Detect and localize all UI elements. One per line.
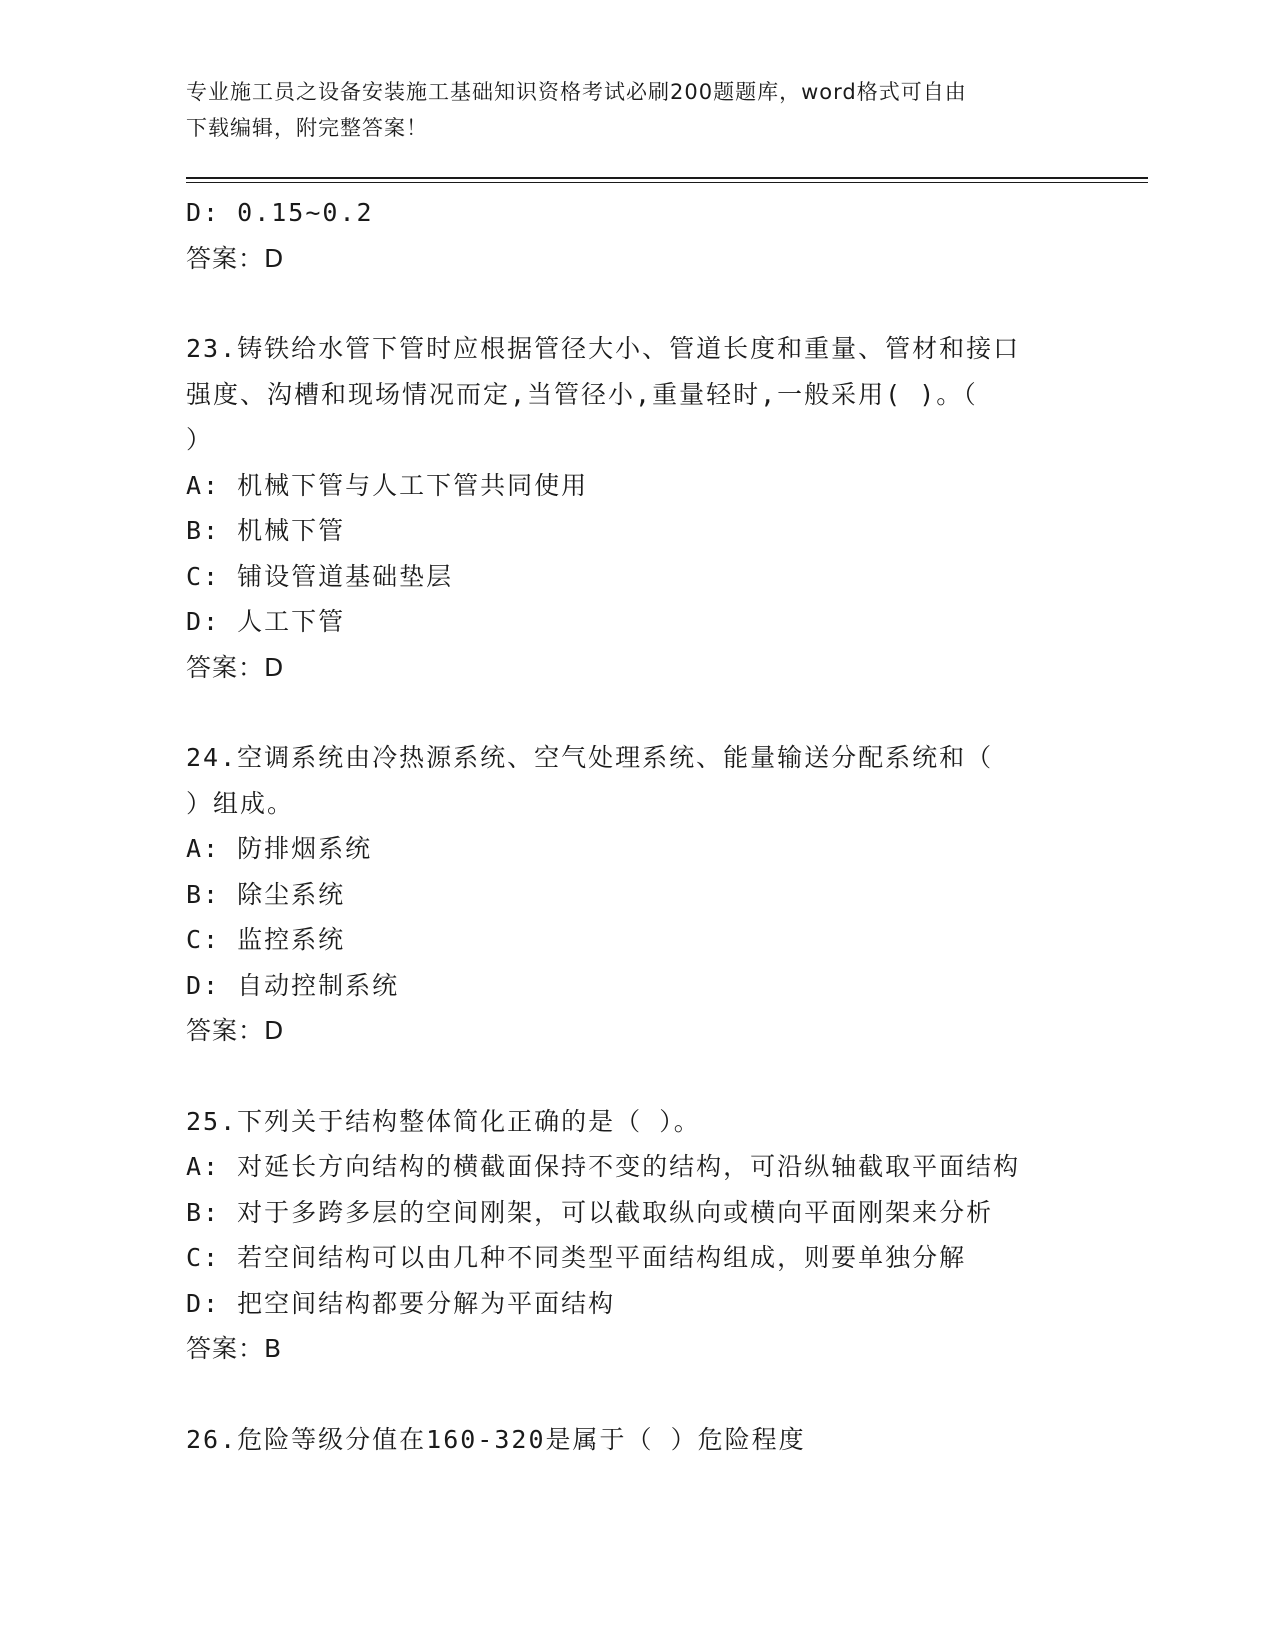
answer-line: 答案：D [186,652,285,682]
option-c: C: 监控系统 [186,925,346,954]
question-block-23 [186,326,1086,690]
option-b: B: 除尘系统 [186,879,346,909]
spacer [186,1054,1086,1099]
option-d: D: 人工下管 [186,607,346,636]
document-header [186,74,1066,146]
header-title-line1: 专业施工员之设备安装施工基础知识资格考试必刷200题题库，word格式可自由 [186,80,967,104]
option-a: A: 机械下管与人工下管共同使用 [186,470,589,500]
question-stem: 26.危险等级分值在160-320是属于（ ）危险程度 [186,1424,806,1454]
question-block-26 [186,1417,1086,1463]
question-stem: 强度、沟槽和现场情况而定,当管径小,重量轻时,一般采用( )。（ [186,379,978,409]
spacer [186,690,1086,735]
spacer [186,281,1086,326]
question-stem: 25.下列关于结构整体简化正确的是（ ）。 [186,1106,701,1136]
answer-line: 答案：B [186,1334,283,1363]
option-b: B: 对于多跨多层的空间刚架，可以截取纵向或横向平面刚架来分析 [186,1197,994,1227]
option-d: D: 把空间结构都要分解为平面结构 [186,1288,616,1318]
question-stem: ）组成。 [186,788,295,818]
spacer [186,1372,1086,1417]
option-d: D: 0.15~0.2 [186,198,374,227]
option-a: A: 防排烟系统 [186,834,373,863]
question-stem: ） [186,425,214,454]
header-title-line2: 下载编辑，附完整答案！ [186,116,428,140]
header-divider-thick [186,177,1148,179]
header-divider-thin [186,182,1148,183]
question-stem: 23.铸铁给水管下管时应根据管径大小、管道长度和重量、管材和接口 [186,334,1021,363]
question-stem: 24.空调系统由冷热源系统、空气处理系统、能量输送分配系统和（ [186,743,994,772]
question-block-24 [186,735,1086,1054]
question-list [186,190,1086,1462]
answer-line: 答案：D [186,243,285,273]
option-a: A: 对延长方向结构的横截面保持不变的结构，可沿纵轴截取平面结构 [186,1152,1021,1181]
answer-line: 答案：D [186,1016,285,1045]
option-c: C: 若空间结构可以由几种不同类型平面结构组成，则要单独分解 [186,1243,967,1272]
option-d: D: 自动控制系统 [186,970,400,1000]
question-block-25 [186,1099,1086,1372]
question-block-prev [186,190,1086,281]
option-c: C: 铺设管道基础垫层 [186,561,454,591]
option-b: B: 机械下管 [186,516,346,545]
